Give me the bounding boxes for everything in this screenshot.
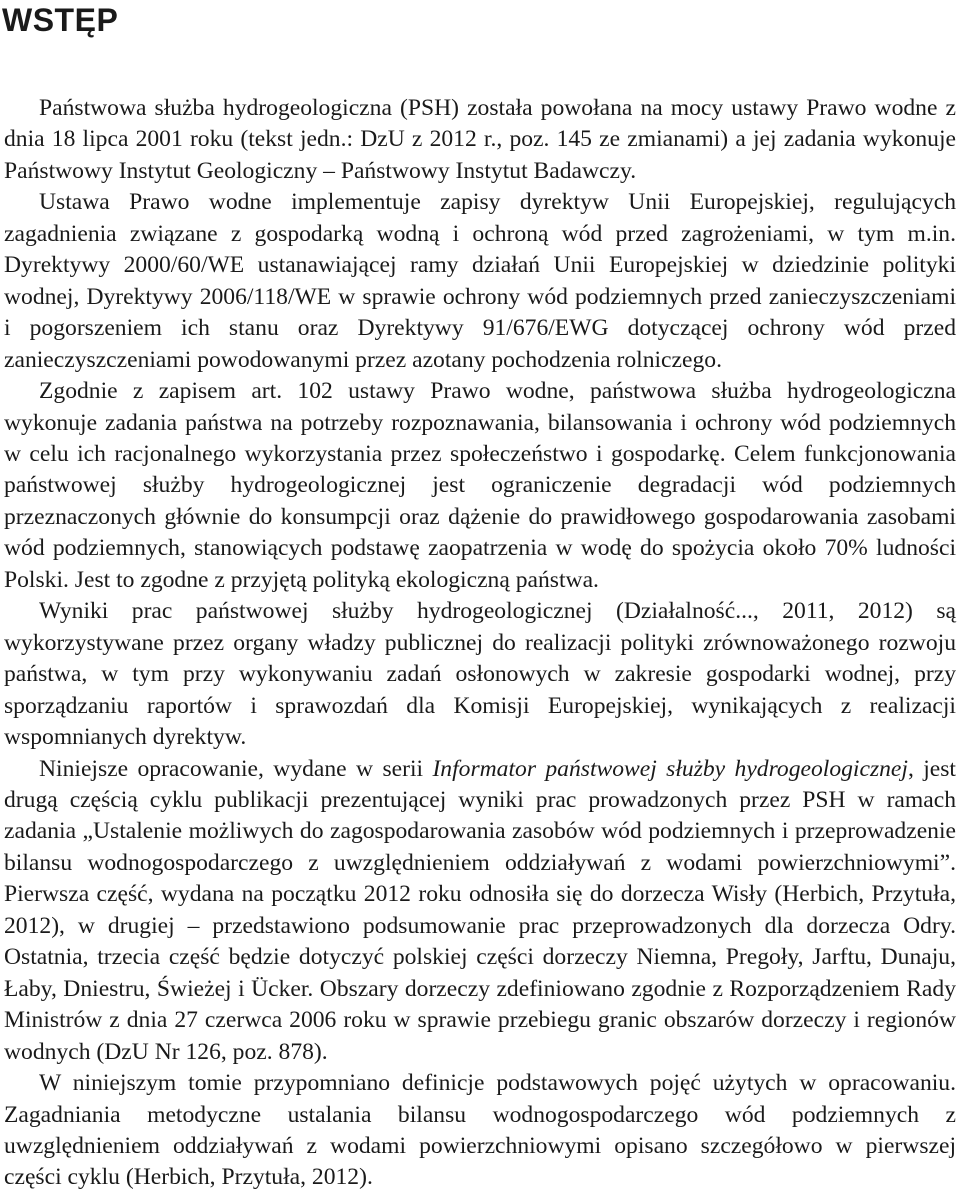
paragraph: Ustawa Prawo wodne implementuje zapisy dyrektyw Unii Europejskiej, regulujących zagadnienia związane z gospodarką wodną i ochroną wód przed zagrożeniami, w tym m.in. Dyrektywy 2000/60/WE ustanawiającej ramy działań Unii Europejskiej w dziedzinie polityki wodnej, Dyrektywy 2006/118/WE w sprawie ochrony wód podziemnych przed zanieczyszczeniami i pogorszeniem ich stanu oraz Dyrektywy 91/676/EWG dotyczącej ochrony wód przed zanieczyszczeniami powodowanymi przez azotany pochodzenia rolniczego. bbox=[4, 189, 956, 373]
paragraph bbox=[4, 754, 956, 1069]
paragraph-text: Niniejsze opracowanie, wydane w serii bbox=[39, 755, 433, 782]
paragraph: Państwowa służba hydrogeologiczna (PSH) została powołana na mocy ustawy Prawo wodne z dnia 18 lipca 2001 roku (tekst jedn.: DzU z 2012 r., poz. 145 ze zmianami) a jej zadania wykonuje Państwowy Instytut Geologiczny – Państwowy Instytut Badawczy. bbox=[4, 95, 956, 184]
paragraph: Zgodnie z zapisem art. 102 ustawy Prawo wodne, państwowa służba hydrogeologiczna wykonuje zadania państwa na potrzeby rozpoznawania, bilansowania i ochrony wód podziemnych w celu ich racjonalnego wykorzystania przez społeczeństwo i gospodarkę. Celem funkcjonowania państwowej służby hydrogeologicznej jest ograniczenie degradacji wód podziemnych przeznaczonych głównie do konsumpcji oraz dążenie do prawidłowego gospodarowania zasobami wód podziemnych, stanowiących podstawę zaopatrzenia w wodę do spożycia około 70% ludności Polski. Jest to zgodne z przyjętą polityką ekologiczną państwa. bbox=[4, 378, 956, 593]
body-text bbox=[4, 93, 956, 1194]
paragraph: W niniejszym tomie przypomniano definicje podstawowych pojęć użytych w opracowaniu. Zagadniania metodyczne ustalania bilansu wodnogospodarczego wód podziemnych z uwzględnieniem oddziaływań z wodami powierzchniowymi opisano szczegółowo w pierwszej części cyklu (Herbich, Przytuła, 2012). bbox=[4, 1070, 956, 1191]
paragraph: Wyniki prac państwowej służby hydrogeologicznej (Działalność..., 2011, 2012) są wykorzystywane przez organy władzy publicznej do realizacji polityki zrównoważonego rozwoju państwa, w tym przy wykonywaniu zadań osłonowych w zakresie gospodarki wodnej, przy sporządzaniu raportów i sprawozdań dla Komisji Europejskiej, wynikających z realizacji wspomnianych dyrektyw. bbox=[4, 598, 956, 751]
paragraph-text: , jest drugą częścią cyklu publikacji prezentującej wyniki prac prowadzonych przez PSH w ramach zadania „Ustalenie możliwych do zagospodarowania zasobów wód podziemnych i przeprowadzenie bilansu wodnogospodarczego z uwzględnieniem oddziaływań z wodami powierzchniowymi”. Pierwsza część, wydana na początku 2012 roku odnosiła się do dorzecza Wisły (Herbich, Przytuła, 2012), w drugiej – przedstawiono podsumowanie prac przeprowadzonych dla dorzecza Odry. Ostatnia, trzecia część będzie dotyczyć polskiej części dorzeczy Niemna, Pregoły, Jarftu, Dunaju, Łaby, Dniestru, Świeżej i Ücker. Obszary dorzeczy zdefiniowano zgodnie z Rozporządzeniem Rady Ministrów z dnia 27 czerwca 2006 roku w sprawie przebiegu granic obszarów dorzeczy i regionów wodnych (DzU Nr 126, poz. 878). bbox=[4, 755, 956, 1065]
series-title: Informator państwowej służby hydrogeologicznej bbox=[432, 755, 908, 782]
section-heading: WSTĘP bbox=[2, 2, 119, 38]
